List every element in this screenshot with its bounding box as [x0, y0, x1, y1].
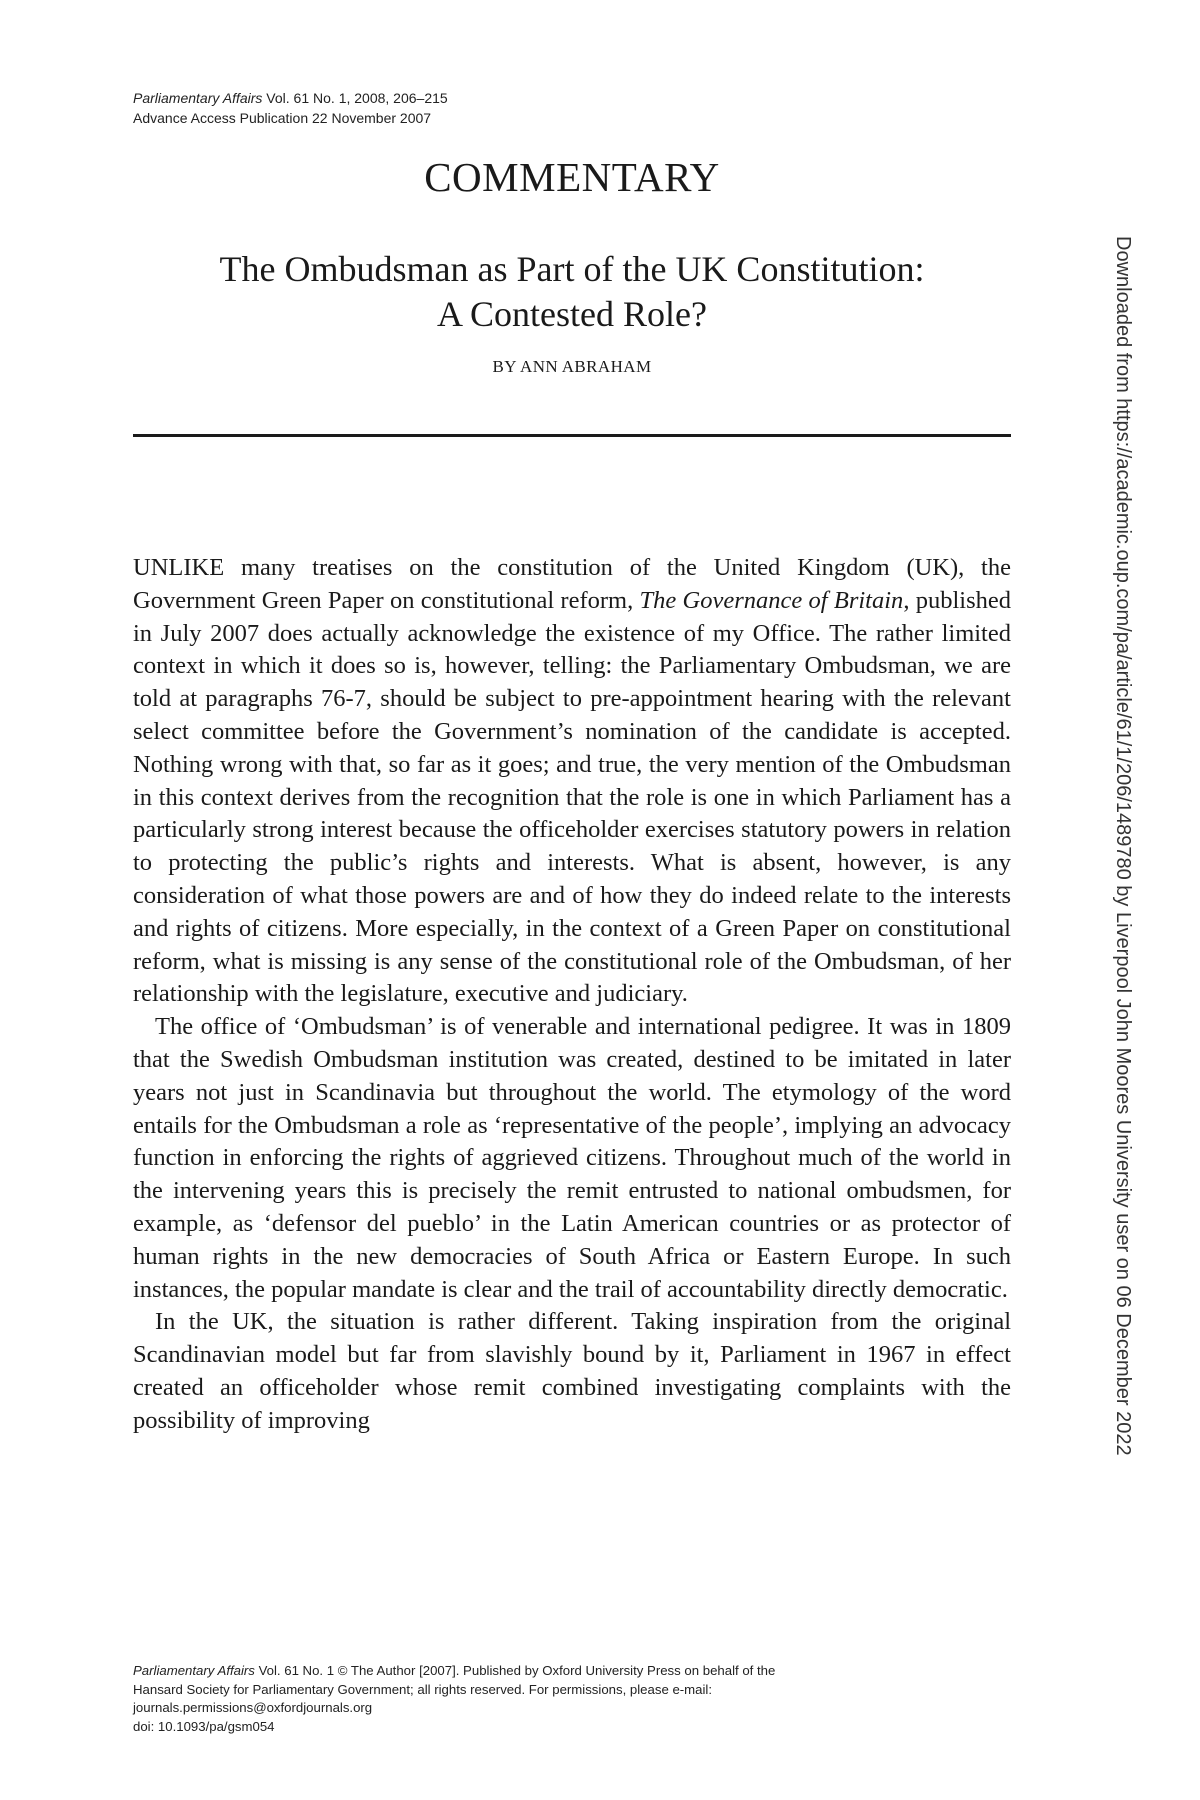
paragraph-3: In the UK, the situation is rather different. Taking inspiration from the original Scandinavian model but far from slavishly bound by it, Parliament in 1967 in effect created an officeholder whose remit combined investigating complaints with the possibility of improving: [133, 1308, 1011, 1434]
footnote-line-2: Hansard Society for Parliamentary Government; all rights reserved. For permissions, please e-mail:: [133, 1681, 713, 1697]
green-paper-title: The Governance of Britain: [639, 586, 904, 614]
article-body: [133, 552, 1011, 1438]
advance-access-line: Advance Access Publication 22 November 2007: [133, 110, 432, 126]
copyright-footnote: [133, 1662, 1013, 1736]
journal-citation: [133, 88, 448, 128]
download-watermark-text: Downloaded from https://academic.oup.com/pa/article/61/1/206/1489780 by Liverpool John Moores University user on 06 December 2022: [1112, 236, 1134, 1456]
footnote-journal-name: Parliamentary Affairs: [133, 1663, 255, 1678]
article-title-line-1: The Ombudsman as Part of the UK Constitution:: [219, 249, 925, 289]
doi: doi: 10.1093/pa/gsm054: [133, 1718, 275, 1734]
footnote-line-1: [133, 1662, 1013, 1681]
citation-volume-details: Vol. 61 No. 1, 2008, 206–215: [262, 90, 448, 106]
title-divider: [133, 434, 1011, 437]
paragraph-1-part-a: UNLIKE many treatises on the constitution of the United Kingdom (UK), the Government Green Paper on constitutional reform,: [133, 554, 1011, 614]
citation-journal-name: Parliamentary Affairs: [133, 90, 263, 106]
paragraph-1: [133, 552, 1011, 1011]
citation-line: [133, 88, 448, 108]
paragraph-1-part-b: , published in July 2007 does actually acknowledge the existence of my Office. The rather limited context in which it does so is, however, telling: the Parliamentary Ombudsman, we are told at paragraphs 76-7, should be subject to pre-appointment hearing with the relevant select committee before the Government’s nomination of the candidate is accepted. Nothing wrong with that, so far as it goes; and true, the very mention of the Ombudsman in this context derives from the recognition that the role is one in which Parliament has a particularly strong interest because the officeholder exercises statutory powers in relation to protecting the public’s rights and interests. What is absent, however, is any consideration of what those powers are and of how they do indeed relate to the interests and rights of citizens. More especially, in the context of a Green Paper on constitutional reform, what is missing is any sense of the constitutional role of the Ombudsman, of her relationship with the legislature, executive and judiciary.: [133, 586, 1011, 1008]
author-byline: BY ANN ABRAHAM: [492, 357, 652, 376]
section-heading: COMMENTARY: [424, 154, 720, 200]
permissions-email: journals.permissions@oxfordjournals.org: [133, 1700, 373, 1715]
article-title-line-2: A Contested Role?: [437, 294, 707, 334]
paragraph-2: The office of ‘Ombudsman’ is of venerable and international pedigree. It was in 1809 that the Swedish Ombudsman institution was created, destined to be imitated in later years not just in Scandinavia but throughout the world. The etymology of the word entails for the Ombudsman a role as ‘representative of the people’, implying an advocacy function in enforcing the rights of aggrieved citizens. Throughout much of the world in the intervening years this is precisely the remit entrusted to national ombudsmen, for example, as ‘defensor del pueblo’ in the Latin American countries or as protector of human rights in the new democracies of South Africa or Eastern Europe. In such instances, the popular mandate is clear and the trail of accountability directly democratic.: [133, 1013, 1011, 1303]
article-title: [133, 247, 1011, 337]
footnote-line-1-rest: Vol. 61 No. 1 © The Author [2007]. Published by Oxford University Press on behalf of the: [254, 1663, 776, 1678]
